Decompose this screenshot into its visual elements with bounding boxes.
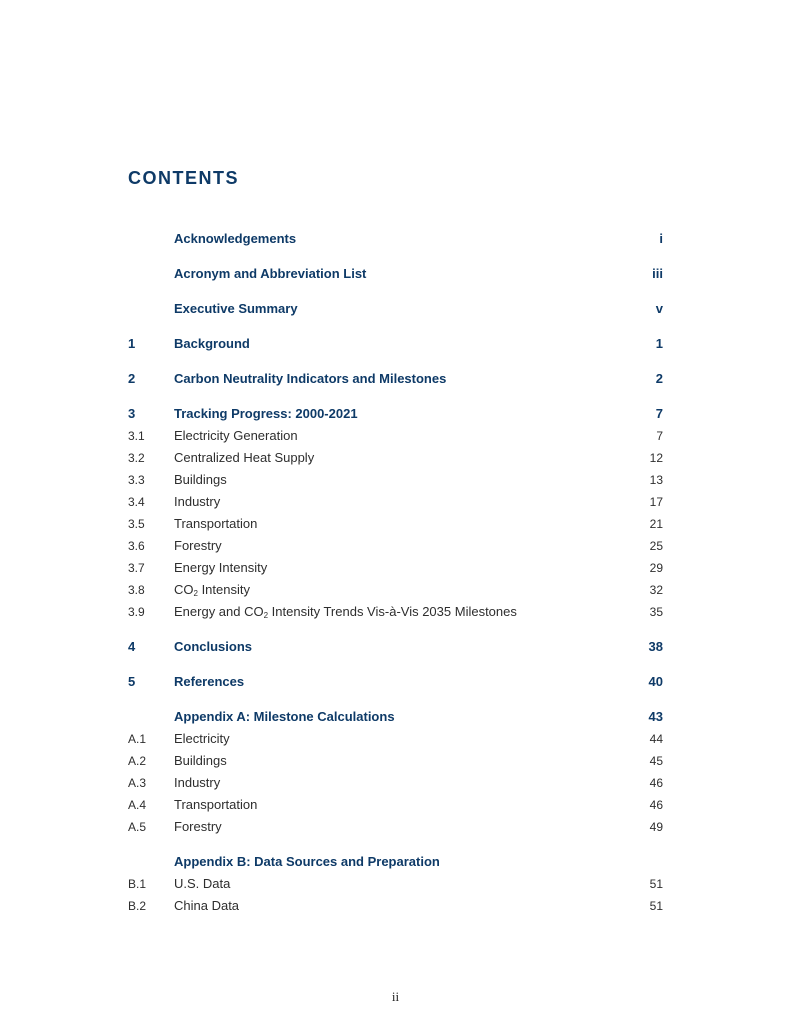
toc-label: Industry <box>174 494 221 509</box>
toc-page: 1 <box>655 336 663 351</box>
toc-label: Carbon Neutrality Indicators and Milestones <box>174 371 447 386</box>
toc-number: 3 <box>128 406 136 421</box>
toc-entry-electricity-generation[interactable] <box>128 425 663 447</box>
toc-label: Appendix A: Milestone Calculations <box>174 709 395 724</box>
toc-page: 35 <box>649 605 663 619</box>
toc-label: $CO_2$ Intensity <box>174 582 250 598</box>
toc-number: 3.8 <box>128 583 145 597</box>
toc-page: 49 <box>649 820 663 834</box>
toc-label: U.S. Data <box>174 876 231 891</box>
toc-page: 51 <box>649 899 663 913</box>
toc-label: Buildings <box>174 472 227 487</box>
toc-label: References <box>174 674 245 689</box>
toc-number: 3.7 <box>128 561 145 575</box>
toc-number: A.5 <box>128 820 147 834</box>
toc-number: A.2 <box>128 754 147 768</box>
toc-entry-acronyms[interactable] <box>128 263 663 285</box>
toc-label: Acknowledgements <box>174 231 297 246</box>
toc-number: 3.6 <box>128 539 145 553</box>
toc-entry-a4-transportation[interactable] <box>128 794 663 816</box>
toc-page: 2 <box>655 371 663 386</box>
toc-page: 25 <box>649 539 663 553</box>
toc-entry-forestry[interactable] <box>128 535 663 557</box>
toc-number: 3.2 <box>128 451 145 465</box>
toc-entry-background[interactable] <box>128 333 663 355</box>
toc-entry-b2-china-data[interactable] <box>128 895 663 917</box>
toc-page: 13 <box>649 473 663 487</box>
toc-entry-acknowledgements[interactable] <box>128 228 663 250</box>
toc-entry-a1-electricity[interactable] <box>128 728 663 750</box>
toc-page: 45 <box>649 754 663 768</box>
toc-label: Forestry <box>174 819 222 834</box>
toc-label: Electricity Generation <box>174 428 298 443</box>
toc-entry-appendix-b[interactable] <box>128 851 663 873</box>
toc-entry-indicators[interactable] <box>128 368 663 390</box>
toc-label: Conclusions <box>174 639 253 654</box>
toc-number: 1 <box>128 336 136 351</box>
toc-label: Appendix B: Data Sources and Preparation <box>174 854 440 869</box>
toc-number: A.3 <box>128 776 147 790</box>
toc-entry-executive-summary[interactable] <box>128 298 663 320</box>
toc-label: Electricity <box>174 731 230 746</box>
toc-page: 7 <box>656 429 663 443</box>
toc-page: 40 <box>648 674 663 689</box>
toc-entry-co2-intensity[interactable] <box>128 579 663 601</box>
toc-page: i <box>659 231 663 246</box>
page-number: ii <box>391 989 400 1004</box>
toc-number: 3.1 <box>128 429 145 443</box>
toc-page: 12 <box>649 451 663 465</box>
toc-page: 21 <box>649 517 663 531</box>
toc-label: Buildings <box>174 753 227 768</box>
toc-number: B.2 <box>128 899 147 913</box>
toc-number: 3.9 <box>128 605 145 619</box>
toc-entry-energy-intensity[interactable] <box>128 557 663 579</box>
toc-entry-transportation[interactable] <box>128 513 663 535</box>
toc-number: 3.5 <box>128 517 145 531</box>
toc-label: Acronym and Abbreviation List <box>174 266 367 281</box>
toc-page: 46 <box>649 798 663 812</box>
toc-page: iii <box>652 266 663 281</box>
toc-page: 17 <box>649 495 663 509</box>
toc-label: China Data <box>174 898 240 913</box>
toc-page: 46 <box>649 776 663 790</box>
toc-entry-appendix-a[interactable] <box>128 706 663 728</box>
toc-entry-a3-industry[interactable] <box>128 772 663 794</box>
toc-entry-references[interactable] <box>128 671 663 693</box>
toc-label: Executive Summary <box>174 301 298 316</box>
toc-entry-heat-supply[interactable] <box>128 447 663 469</box>
toc-page: 29 <box>649 561 663 575</box>
toc-page: 32 <box>649 583 663 597</box>
toc-page: 44 <box>649 732 663 746</box>
toc-page: v <box>655 301 663 316</box>
toc-number: 2 <box>128 371 136 386</box>
toc-number: 4 <box>128 639 136 654</box>
toc-entry-industry[interactable] <box>128 491 663 513</box>
page-title: CONTENTS <box>128 168 239 188</box>
toc-entry-a2-buildings[interactable] <box>128 750 663 772</box>
toc-label: Transportation <box>174 516 258 531</box>
toc-entry-tracking-progress[interactable] <box>128 403 663 425</box>
toc-number: 3.4 <box>128 495 145 509</box>
toc-label: Energy and $CO_2$ Intensity Trends Vis-à-Vis 2035 Milestones <box>174 604 517 620</box>
toc-page: 51 <box>649 877 663 891</box>
toc-entry-b1-us-data[interactable] <box>128 873 663 895</box>
toc-label: Energy Intensity <box>174 560 268 575</box>
toc-label: Industry <box>174 775 221 790</box>
toc-number: 5 <box>128 674 136 689</box>
toc-label: Tracking Progress: 2000-2021 <box>174 406 358 421</box>
toc-entry-conclusions[interactable] <box>128 636 663 658</box>
toc-page: 43 <box>648 709 663 724</box>
toc-page: 7 <box>655 406 663 421</box>
toc-label: Background <box>174 336 250 351</box>
toc-number: 3.3 <box>128 473 145 487</box>
toc-label: Centralized Heat Supply <box>174 450 315 465</box>
toc-number: A.1 <box>128 732 147 746</box>
toc-entry-intensity-trends[interactable] <box>128 601 663 623</box>
toc-label: Forestry <box>174 538 222 553</box>
toc-number: A.4 <box>128 798 147 812</box>
table-of-contents <box>128 228 663 917</box>
toc-entry-a5-forestry[interactable] <box>128 816 663 838</box>
toc-label: Transportation <box>174 797 258 812</box>
toc-page: 38 <box>648 639 663 654</box>
toc-entry-buildings[interactable] <box>128 469 663 491</box>
toc-number: B.1 <box>128 877 147 891</box>
